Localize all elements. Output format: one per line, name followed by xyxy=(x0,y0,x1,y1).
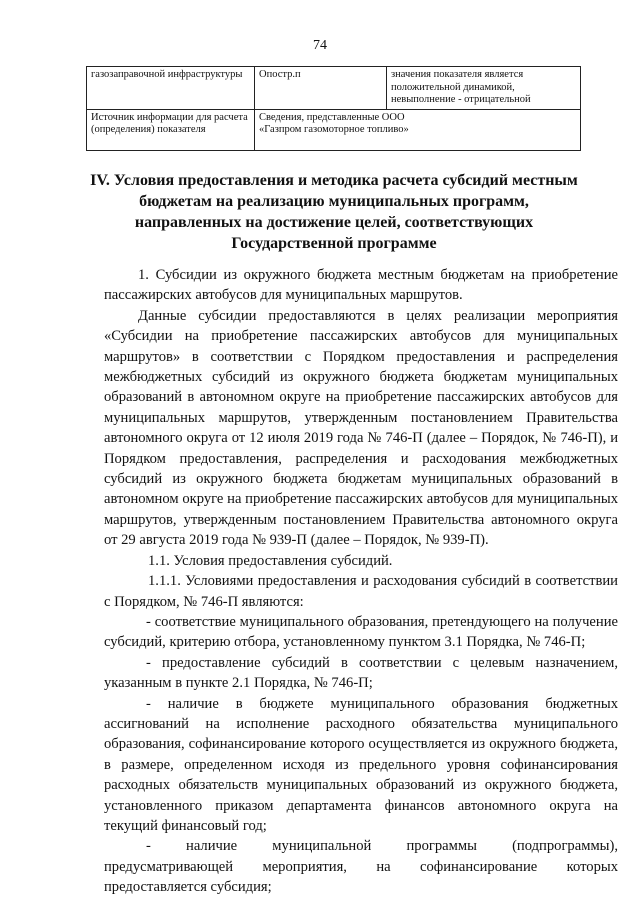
paragraph: - соответствие муниципального образования, претендующего на получение субсидий, критерию отбора, установленному пунктом 3.1 Порядка, № 746-П; xyxy=(104,613,618,651)
table-cell: Сведения, представленные ООО «Газпром газомоторное топливо» xyxy=(255,109,581,150)
paragraph: - предоставление субсидий в соответствии с целевым назначением, указанным в пункте 2.1 Порядка, № 746-П; xyxy=(104,654,618,692)
indicator-table xyxy=(86,66,581,151)
table-cell: газозаправочной инфраструктуры xyxy=(87,67,255,110)
paragraph: 1. Субсидии из окружного бюджета местным бюджетам на приобретение пассажирских автобусов для муниципальных маршрутов. xyxy=(104,267,618,304)
table-row xyxy=(87,109,581,150)
document-body xyxy=(104,265,618,898)
paragraph: 1.1.1. Условиями предоставления и расходования субсидий в соответствии с Порядком, № 746-П являются: xyxy=(104,573,618,610)
paragraph: - наличие в бюджете муниципального образования бюджетных ассигнований на исполнение расходного обязательства муниципального образования, софинансирование которого осуществляется из окружного бюджета, в размере, определенном исходя из предельного уровня софинансирования расходных обязательств муниципальных образований из окружного бюджета, установленного приказом департамента финансов автономного округа на текущий финансовый год; xyxy=(104,695,618,834)
section-heading: IV. Условия предоставления и методика расчета субсидий местным бюджетам на реализацию муниципальных программ, направленных на достижение целей, соответствующих Государственной программе xyxy=(90,172,578,252)
table-row xyxy=(87,67,581,110)
paragraph: 1.1. Условия предоставления субсидий. xyxy=(148,552,393,569)
paragraph: Данные субсидии предоставляются в целях реализации мероприятия «Субсидии на приобретение пассажирских автобусов для муниципальных маршрутов» в соответствии с Порядком предоставления и распределения межбюджетных субсидий из окружного бюджета бюджетам муниципальных образований в автономном округе на приобретение пассажирских автобусов для муниципальных маршрутов, утвержденным постановлением Правительства автономного округа от 12 июля 2019 года № 746-П (далее – Порядок, № 746-П), и Порядком предоставления, распределения и расходования межбюджетных субсидий из окружного бюджета бюджетам муниципальных образований в автономном округе на приобретение пассажирских автобусов для муниципальных маршрутов, утвержденным постановлением Правительства автономного округа от 29 августа 2019 года № 939-П (далее – Порядок, № 939-П). xyxy=(104,307,618,549)
table-cell: значения показателя является положительной динамикой, невыполнение - отрицательной xyxy=(387,67,581,110)
paragraph: - наличие муниципальной программы (подпрограммы), предусматривающей мероприятия, на софинансирование которых предоставляется субсидия; xyxy=(104,838,618,896)
table-cell: Источник информации для расчета (определения) показателя xyxy=(87,109,255,150)
page-number: 74 xyxy=(313,38,327,53)
table-cell: Опостр.п xyxy=(255,67,387,110)
